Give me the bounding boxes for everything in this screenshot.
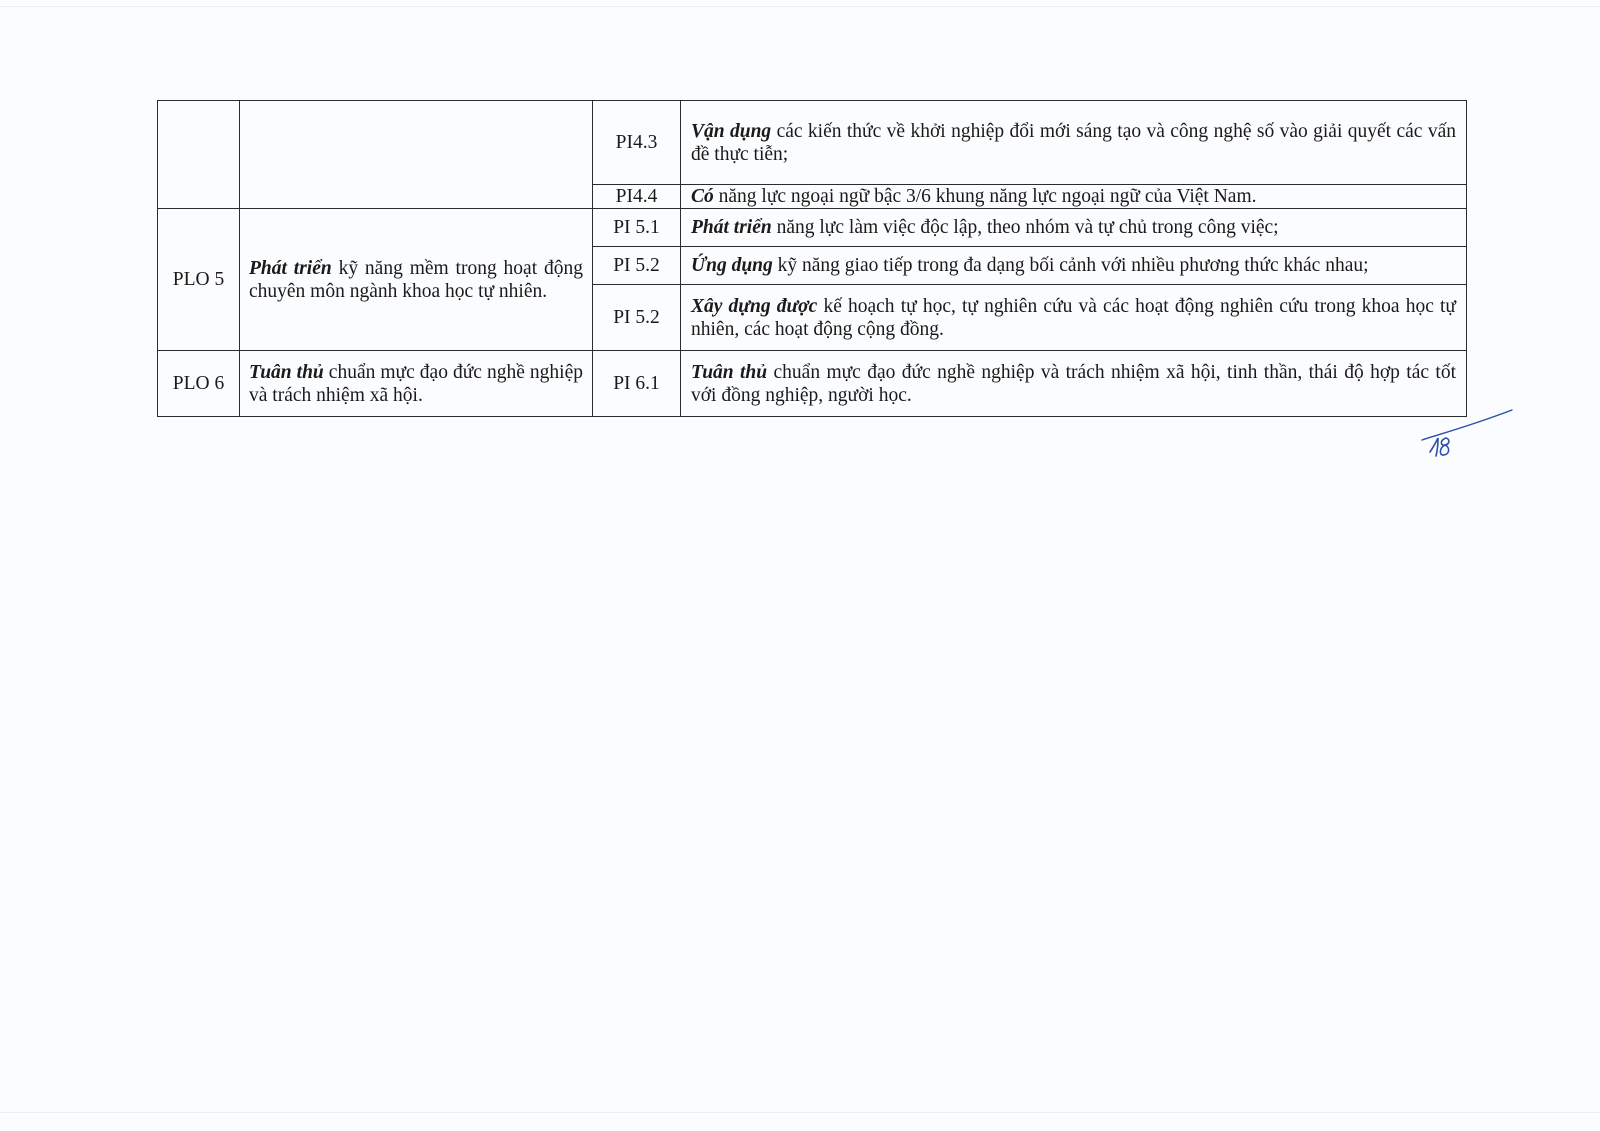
pi-text: năng lực ngoại ngữ bậc 3/6 khung năng lực ngoại ngữ của Việt Nam. bbox=[713, 186, 1257, 207]
plo-code-cell: PLO 5 bbox=[158, 209, 240, 351]
plo-keyword: Tuân thủ bbox=[249, 361, 324, 383]
pi-description-cell bbox=[681, 185, 1467, 209]
plo-keyword: Phát triển bbox=[249, 257, 332, 279]
handwritten-initials-signature-icon bbox=[1420, 408, 1515, 463]
pi-code-cell: PI 5.2 bbox=[593, 285, 681, 351]
plo-description-cell bbox=[240, 351, 593, 417]
pi-text: kỹ năng giao tiếp trong đa dạng bối cảnh với nhiều phương thức khác nhau; bbox=[772, 255, 1369, 276]
plo-text: kỹ năng mềm trong hoạt động chuyên môn ngành khoa học tự nhiên. bbox=[249, 257, 583, 302]
plo-code-cell-empty bbox=[158, 101, 240, 209]
pi-keyword: Phát triển bbox=[691, 217, 772, 238]
pi-text: chuẩn mực đạo đức nghề nghiệp và trách nhiệm xã hội, tinh thần, thái độ hợp tác tốt với đồng nghiệp, người học. bbox=[691, 361, 1456, 406]
plo-text: chuẩn mực đạo đức nghề nghiệp và trách nhiệm xã hội. bbox=[249, 361, 583, 406]
pi-code-cell: PI4.3 bbox=[593, 101, 681, 185]
pi-code-cell: PI4.4 bbox=[593, 185, 681, 209]
scan-edge-top bbox=[0, 6, 1600, 7]
pi-keyword: Ứng dụng bbox=[691, 255, 773, 276]
plo-outcomes-table bbox=[157, 100, 1467, 417]
pi-description-cell bbox=[681, 247, 1467, 285]
plo-description-cell-empty bbox=[240, 101, 593, 209]
pi-keyword: Vận dụng bbox=[691, 120, 772, 142]
table-row bbox=[158, 209, 1467, 247]
pi-code-cell: PI 5.1 bbox=[593, 209, 681, 247]
plo-description-cell bbox=[240, 209, 593, 351]
pi-description-cell bbox=[681, 209, 1467, 247]
pi-text: năng lực làm việc độc lập, theo nhóm và tự chủ trong công việc; bbox=[771, 217, 1279, 238]
plo-code-cell: PLO 6 bbox=[158, 351, 240, 417]
pi-keyword: Có bbox=[691, 186, 714, 207]
pi-keyword: Tuân thủ bbox=[691, 361, 768, 383]
pi-text: các kiến thức về khởi nghiệp đổi mới sáng tạo và công nghệ số vào giải quyết các vấn đề thực tiễn; bbox=[691, 120, 1456, 165]
pi-description-cell bbox=[681, 351, 1467, 417]
pi-code-cell: PI 5.2 bbox=[593, 247, 681, 285]
pi-keyword: Xây dựng được bbox=[691, 295, 818, 317]
table-row bbox=[158, 351, 1467, 417]
table-row bbox=[158, 101, 1467, 185]
scan-edge-bottom bbox=[0, 1112, 1600, 1113]
pi-description-cell bbox=[681, 101, 1467, 185]
pi-text: kế hoạch tự học, tự nghiên cứu và các hoạt động nghiên cứu trong khoa học tự nhiên, các hoạt động cộng đồng. bbox=[691, 295, 1456, 340]
pi-code-cell: PI 6.1 bbox=[593, 351, 681, 417]
pi-description-cell bbox=[681, 285, 1467, 351]
